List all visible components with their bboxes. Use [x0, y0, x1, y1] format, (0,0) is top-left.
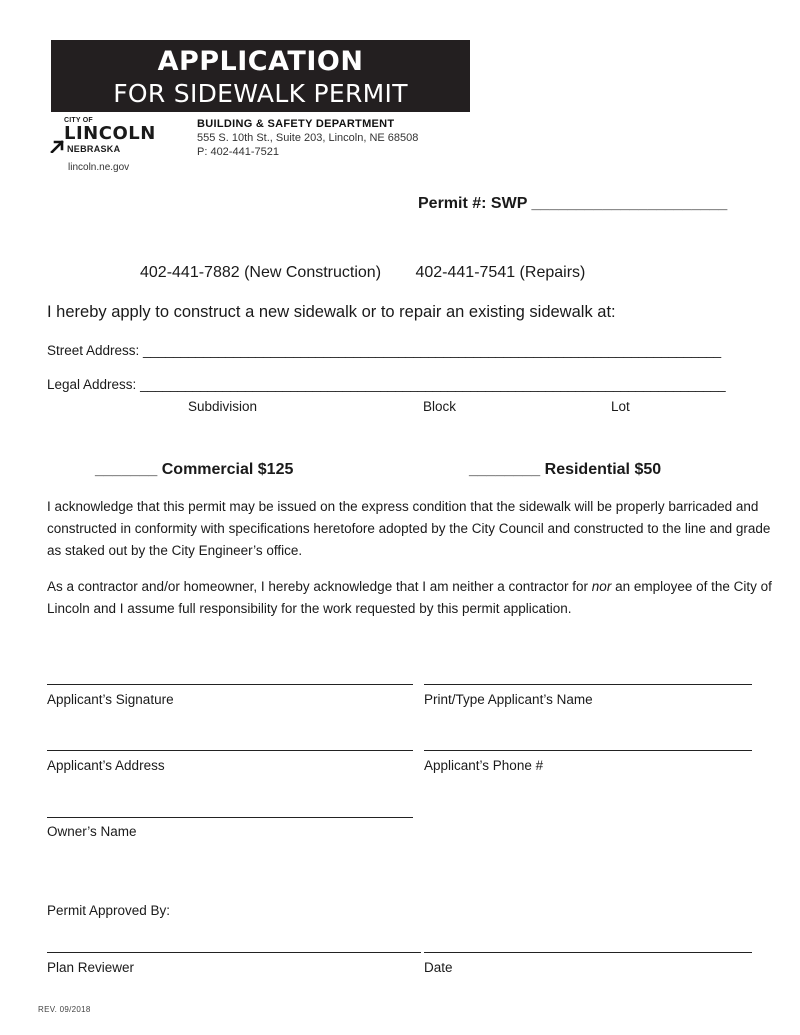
applicant-signature-label: Applicant’s Signature: [47, 692, 174, 707]
contractor-statement-paragraph: [47, 576, 777, 620]
owner-name-line[interactable]: [47, 817, 413, 818]
form-title-line2: FOR SIDEWALK PERMIT: [113, 79, 408, 108]
department-info: [197, 117, 418, 159]
department-phone: P: 402-441-7521: [197, 146, 279, 158]
acknowledgement-paragraph: I acknowledge that this permit may be issued on the express condition that the sidewalk will be properly barricaded and constructed in conformity with specifications heretofore adopted by the City Council and constructed to the line and grade as staked out by the City Engineer’s office.: [47, 499, 771, 558]
permit-number-field[interactable]: Permit #: SWP ______________________: [418, 195, 728, 212]
contractor-statement-emphasis: nor: [591, 579, 612, 594]
plan-reviewer-line[interactable]: [47, 952, 421, 953]
department-name: BUILDING & SAFETY DEPARTMENT: [197, 118, 395, 130]
apply-statement: I hereby apply to construct a new sidewalk or to repair an existing sidewalk at:: [47, 303, 616, 321]
subdivision-label: Subdivision: [188, 399, 258, 414]
arrow-icon: [50, 139, 64, 153]
form-title-line1: APPLICATION: [157, 46, 364, 77]
block-label: Block: [423, 399, 457, 414]
contractor-statement-part2: an employee of the City of Lincoln and I assume full responsibility for the work requested by this permit application.: [47, 579, 772, 616]
applicant-name-label: Print/Type Applicant’s Name: [424, 692, 593, 707]
applicant-phone-label: Applicant’s Phone #: [424, 758, 544, 773]
residential-fee-option[interactable]: ________ Residential $50: [469, 461, 662, 478]
lot-label: Lot: [611, 399, 630, 414]
phone-new-construction: 402-441-7882 (New Construction): [140, 264, 382, 281]
applicant-name-line[interactable]: [424, 684, 752, 685]
contact-phones: [140, 264, 585, 282]
phone-repairs: 402-441-7541 (Repairs): [415, 264, 586, 281]
department-address: 555 S. 10th St., Suite 203, Lincoln, NE 68508: [197, 132, 419, 144]
logo-city-of: CITY OF: [64, 117, 93, 124]
applicant-signature-line[interactable]: [47, 684, 413, 685]
revision-note: REV. 09/2018: [38, 1005, 91, 1014]
date-label: Date: [424, 960, 453, 975]
owner-name-label: Owner’s Name: [47, 824, 137, 839]
permit-approved-by-label: Permit Approved By:: [47, 903, 171, 918]
date-line[interactable]: [424, 952, 752, 953]
applicant-phone-line[interactable]: [424, 750, 752, 751]
logo-state: NEBRASKA: [67, 144, 121, 154]
form-title-banner: [51, 40, 470, 112]
applicant-address-label: Applicant’s Address: [47, 758, 165, 773]
legal-address-field[interactable]: Legal Address: ______________________________________________________________________________: [47, 377, 726, 392]
contractor-statement-part1: As a contractor and/or homeowner, I hereby acknowledge that I am neither a contractor for: [47, 579, 592, 594]
logo-name: LINCOLN: [64, 123, 156, 144]
city-website: lincoln.ne.gov: [68, 162, 130, 173]
applicant-address-line[interactable]: [47, 750, 413, 751]
commercial-fee-option[interactable]: _______ Commercial $125: [95, 461, 294, 478]
plan-reviewer-label: Plan Reviewer: [47, 960, 135, 975]
street-address-field[interactable]: Street Address: _____________________________________________________________________________: [47, 343, 722, 358]
